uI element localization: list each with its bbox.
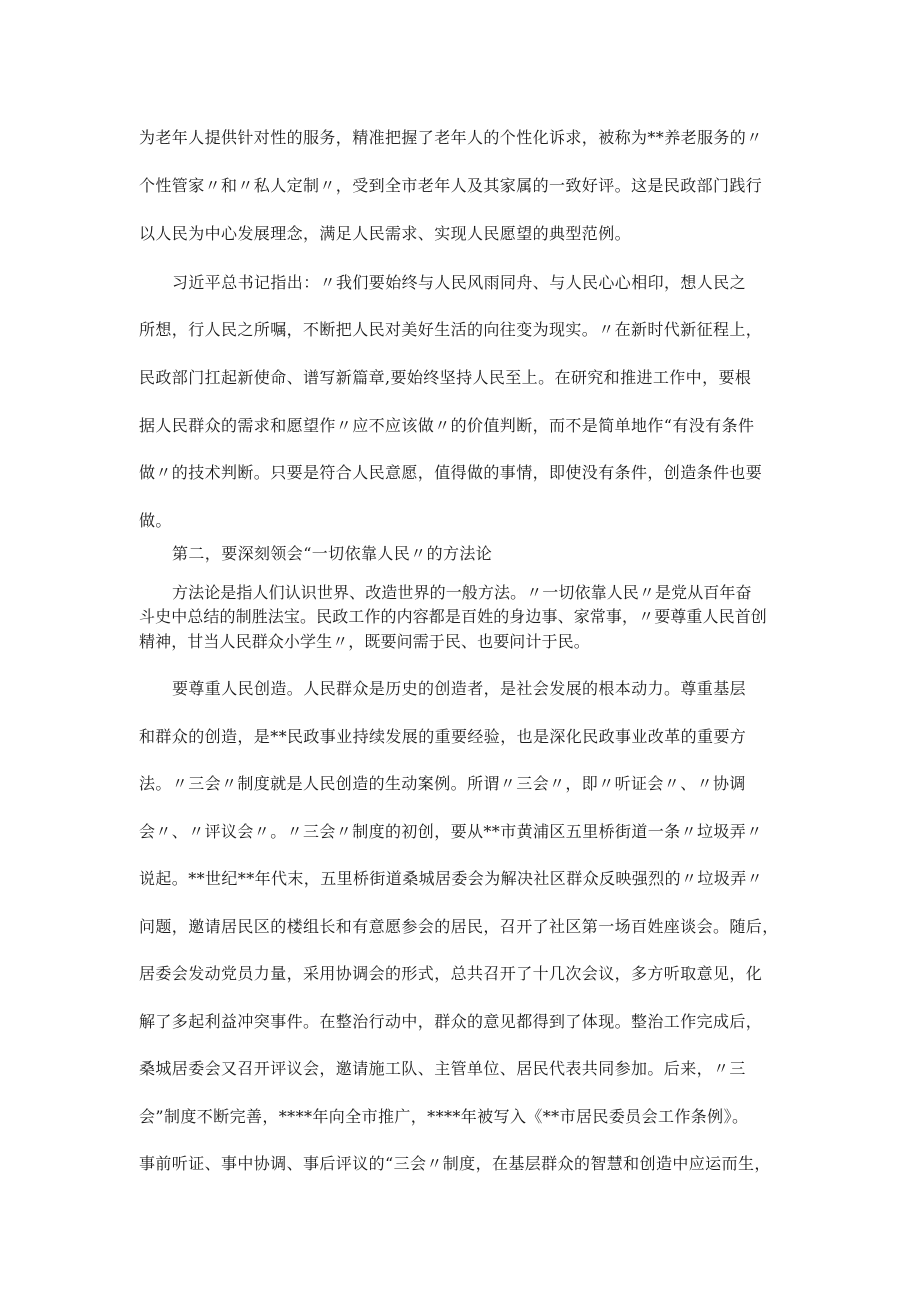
text-line: 和群众的创造，是**民政事业持续发展的重要经验，也是深化民政事业改革的重要方 [139,727,747,746]
text-line: 问题，邀请居民区的楼组长和有意愿参会的居民，召开了社区第一场百姓座谈会。随后， [139,917,779,936]
text-line: 斗史中总结的制胜法宝。民政工作的内容都是百姓的身边事、家常事，〃要尊重人民首创 [139,607,767,626]
text-line: 事前听证、事中协调、事后评议的“三会〃制度，在基层群众的智慧和创造中应运而生， [139,1154,771,1173]
text-line: 民政部门扛起新使命、谱写新篇章,要始终坚持人民至上。在研究和推进工作中，要根 [139,368,752,387]
text-line: 说起。**世纪**年代末，五里桥街道桑城居委会为解决社区群众反映强烈的〃垃圾弄〃 [139,869,764,888]
text-line: 据人民群众的需求和愿望作〃应不应该做〃的价值判断，而不是简单地作“有没有条件 [139,416,755,435]
text-line: 所想，行人民之所嘱，不断把人民对美好生活的向往变为现实。〃在新时代新征程上， [139,320,763,339]
text-line: 为老年人提供针对性的服务，精准把握了老年人的个性化诉求，被称为**养老服务的〃 [139,128,763,147]
text-line: 做。 [139,511,172,530]
text-line: 会〃、〃评议会〃。〃三会〃制度的初创，要从**市黄浦区五里桥街道一条〃垃圾弄〃 [139,822,763,841]
text-line: 方法论是指人们认识世界、改造世界的一般方法。〃一切依靠人民〃是党从百年奋 [172,583,752,602]
text-line: 居委会发动党员力量，采用协调会的形式，总共召开了十几次会议，多方听取意见，化 [139,964,763,983]
text-line: 以人民为中心发展理念，满足人民需求、实现人民愿望的典型范例。 [139,224,632,243]
text-line: 个性管家〃和〃私人定制〃，受到全市老年人及其家属的一致好评。这是民政部门践行 [139,176,763,195]
section-heading: 第二，要深刻领会“一切依靠人民〃的方法论 [172,544,493,563]
text-line: 精神，甘当人民群众小学生〃，既要问需于民、也要问计于民。 [139,632,590,651]
text-line: 要尊重人民创造。人民群众是历史的创造者，是社会发展的根本动力。尊重基层 [172,679,747,698]
text-line: 法。〃三会〃制度就是人民创造的生动案例。所谓〃三会〃，即〃听证会〃、〃协调 [139,774,746,793]
text-line: 会”制度不断完善，****年向全市推广，****年被写入《**市居民委员会工作条例》。 [139,1107,749,1126]
text-line: 习近平总书记指出：〃我们要始终与人民风雨同舟、与人民心心相印，想人民之 [172,273,747,292]
text-line: 做〃的技术判断。只要是符合人民意愿，值得做的事情，即使没有条件，创造条件也要 [139,463,763,482]
text-line: 桑城居委会又召开评议会，邀请施工队、主管单位、居民代表共同参加。后来，〃三 [139,1059,746,1078]
text-line: 解了多起利益冲突事件。在整治行动中，群众的意见都得到了体现。整治工作完成后， [139,1012,763,1031]
